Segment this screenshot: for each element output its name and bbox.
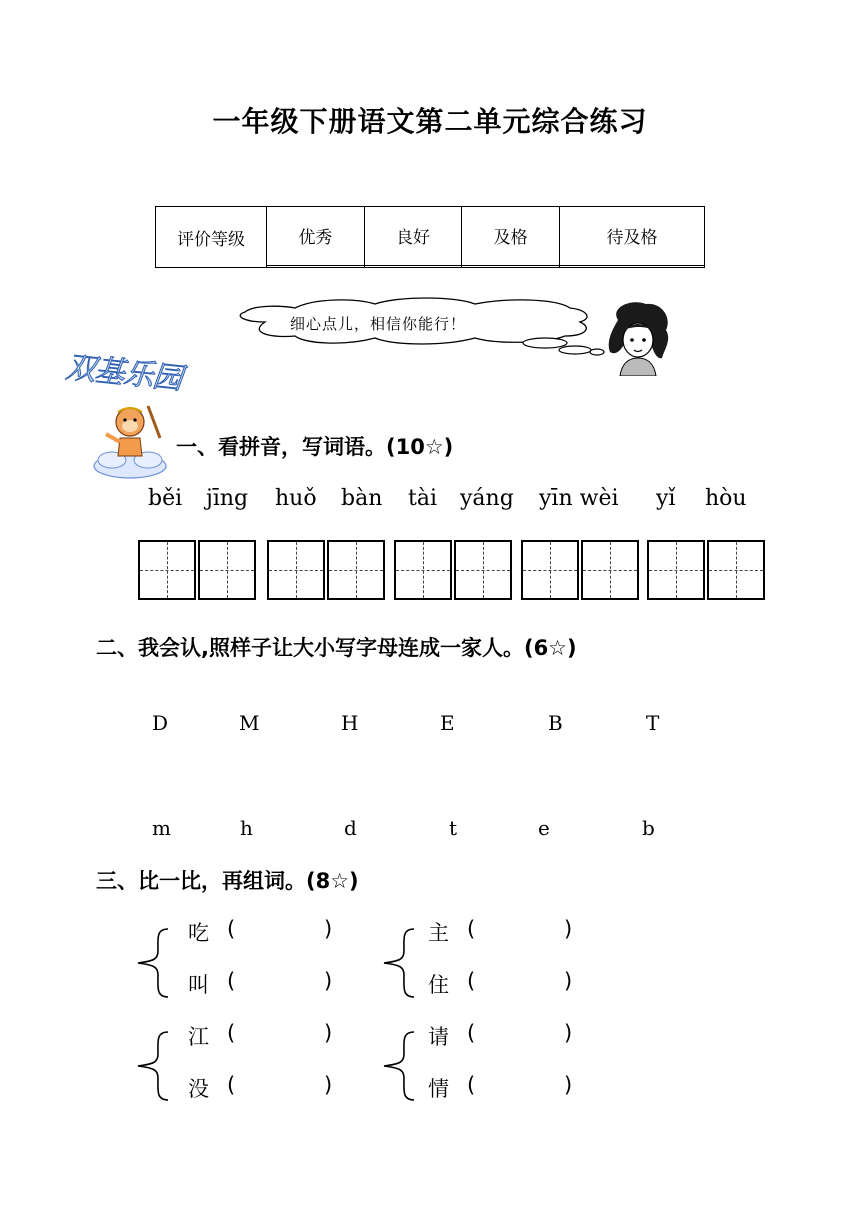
grade-table-label: 评价等级 bbox=[156, 207, 267, 268]
open-paren: ( bbox=[227, 917, 236, 941]
grade-level-good: 良好 bbox=[364, 207, 462, 266]
writing-grid[interactable] bbox=[581, 540, 639, 600]
open-paren: ( bbox=[467, 1021, 476, 1045]
logo-text: 双基乐园 bbox=[64, 350, 184, 397]
writing-grid[interactable] bbox=[138, 540, 196, 600]
brace-icon bbox=[134, 925, 174, 1001]
word-answer-blank[interactable] bbox=[484, 917, 560, 943]
compare-char: 吃 bbox=[188, 921, 209, 945]
compare-char: 叫 bbox=[188, 973, 209, 997]
close-paren: ) bbox=[324, 917, 333, 941]
pinyin-4: bàn bbox=[341, 486, 383, 511]
close-paren: ) bbox=[564, 1073, 573, 1097]
girl-illustration-icon bbox=[600, 300, 672, 376]
pinyin-8: yǐ bbox=[656, 486, 676, 511]
close-paren: ) bbox=[564, 969, 573, 993]
writing-grid[interactable] bbox=[521, 540, 579, 600]
grade-cell-excellent[interactable] bbox=[267, 265, 365, 267]
writing-grid[interactable] bbox=[267, 540, 325, 600]
open-paren: ( bbox=[227, 969, 236, 993]
grade-cell-pass[interactable] bbox=[462, 265, 560, 267]
compare-char: 江 bbox=[188, 1025, 209, 1049]
grade-cell-good[interactable] bbox=[364, 265, 462, 267]
open-paren: ( bbox=[467, 1073, 476, 1097]
uppercase-letter[interactable]: D bbox=[152, 711, 169, 735]
word-answer-blank[interactable] bbox=[244, 1021, 320, 1047]
open-paren: ( bbox=[467, 917, 476, 941]
writing-grid[interactable] bbox=[327, 540, 385, 600]
section3-heading: 三、比一比，再组词。(8☆) bbox=[96, 869, 359, 893]
uppercase-letter[interactable]: B bbox=[548, 711, 563, 735]
open-paren: ( bbox=[227, 1073, 236, 1097]
close-paren: ) bbox=[564, 1021, 573, 1045]
lowercase-letter[interactable]: b bbox=[642, 816, 655, 840]
word-answer-blank[interactable] bbox=[244, 917, 320, 943]
lowercase-letter[interactable]: t bbox=[449, 816, 458, 840]
open-paren: ( bbox=[227, 1021, 236, 1045]
writing-grid[interactable] bbox=[394, 540, 452, 600]
word-answer-blank[interactable] bbox=[244, 969, 320, 995]
compare-char: 情 bbox=[428, 1077, 449, 1101]
word-answer-blank[interactable] bbox=[484, 1021, 560, 1047]
writing-grid[interactable] bbox=[454, 540, 512, 600]
compare-char: 请 bbox=[428, 1025, 449, 1049]
grade-cell-below-pass[interactable] bbox=[559, 265, 704, 267]
close-paren: ) bbox=[564, 917, 573, 941]
pinyin-2: jīng bbox=[206, 486, 249, 511]
word-answer-blank[interactable] bbox=[484, 1073, 560, 1099]
uppercase-letter[interactable]: H bbox=[341, 711, 359, 735]
compare-char: 住 bbox=[428, 973, 449, 997]
page-title: 一年级下册语文第二单元综合练习 bbox=[212, 105, 648, 138]
uppercase-letter[interactable]: T bbox=[646, 711, 660, 735]
uppercase-letter[interactable]: M bbox=[239, 711, 260, 735]
word-answer-blank[interactable] bbox=[484, 969, 560, 995]
pinyin-1: běi bbox=[148, 486, 183, 511]
close-paren: ) bbox=[324, 1073, 333, 1097]
brace-icon bbox=[134, 1028, 174, 1104]
compare-char: 没 bbox=[188, 1077, 209, 1101]
compare-char: 主 bbox=[428, 921, 449, 945]
section2-heading: 二、我会认,照样子让大小写字母连成一家人。(6☆) bbox=[96, 636, 577, 660]
writing-grid[interactable] bbox=[707, 540, 765, 600]
grade-table bbox=[155, 206, 705, 268]
speech-bubble-text: 细心点儿，相信你能行！ bbox=[290, 315, 467, 333]
word-answer-blank[interactable] bbox=[244, 1073, 320, 1099]
lowercase-letter[interactable]: e bbox=[538, 816, 550, 840]
section1-heading: 一、看拼音，写词语。(10☆) bbox=[176, 435, 454, 459]
grade-level-below-pass: 待及格 bbox=[559, 207, 704, 266]
writing-grid[interactable] bbox=[647, 540, 705, 600]
pinyin-5: tài bbox=[408, 486, 437, 511]
pinyin-6: yáng bbox=[460, 486, 514, 511]
grade-level-excellent: 优秀 bbox=[267, 207, 365, 266]
pinyin-3: huǒ bbox=[275, 486, 317, 511]
grade-level-pass: 及格 bbox=[462, 207, 560, 266]
uppercase-letter[interactable]: E bbox=[440, 711, 455, 735]
lowercase-letter[interactable]: h bbox=[240, 816, 253, 840]
lowercase-letter[interactable]: m bbox=[152, 816, 171, 840]
writing-grid[interactable] bbox=[198, 540, 256, 600]
close-paren: ) bbox=[324, 969, 333, 993]
close-paren: ) bbox=[324, 1021, 333, 1045]
monkey-on-cloud-icon bbox=[90, 398, 170, 480]
open-paren: ( bbox=[467, 969, 476, 993]
pinyin-9: hòu bbox=[705, 486, 747, 511]
pinyin-7: yīn wèi bbox=[539, 486, 619, 511]
brace-icon bbox=[380, 925, 420, 1001]
lowercase-letter[interactable]: d bbox=[344, 816, 357, 840]
brace-icon bbox=[380, 1028, 420, 1104]
